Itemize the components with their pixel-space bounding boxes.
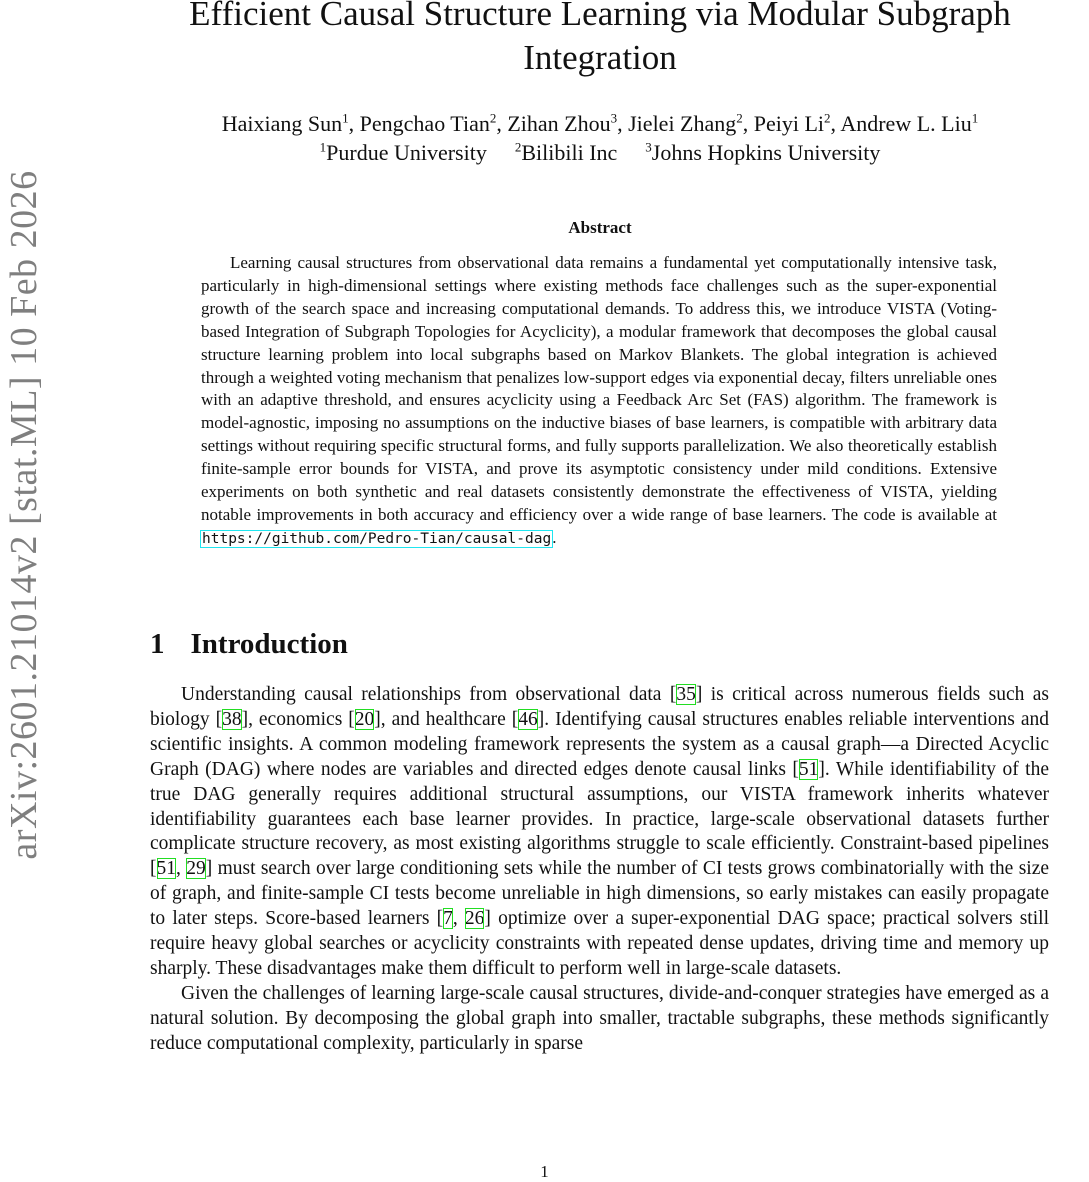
section-number: 1 xyxy=(150,628,165,660)
citation-link[interactable]: 7 xyxy=(443,908,453,930)
citation-link[interactable]: 46 xyxy=(518,708,538,730)
citation-link[interactable]: 35 xyxy=(676,684,696,705)
section-title: Introduction xyxy=(190,628,348,660)
author-affiliation-mark: 1 xyxy=(971,110,979,126)
page-number: 1 xyxy=(540,1162,549,1181)
affiliation: $^2$Bilibili Inc xyxy=(514,139,618,165)
intro-paragraph: Understanding causal relationships from observational data [35] is critical across numerous fields such as biology [38], economics [20], and healthcare [46]. Identifying causal structures enables reliable interventions and scientific insights. A common modeling framework represents the system as a causal graph—a Directed Acyclic Graph (DAG) where nodes are variables and directed edges denote causal links [51]. While identifiability of the true DAG generally requires additional structural assumptions, our VISTA framework inherits whatever identifiability guarantees each base learner provides. In practice, large-scale observational datasets further complicate structure recovery, as most existing algorithms struggle to scale efficiently. Constraint-based pipelines [51, 29] must search over large conditioning sets while the number of CI tests grows combinatorially with the size of graph, and finite-sample CI tests become unreliable in high dimensions, so early mistakes can easily propagate to later steps. Score-based learners [7, 26] optimize over a super-exponential DAG space; practical solvers still require heavy global searches or acyclicity constraints with repeated dense updates, driving time and memory up sharply. These disadvantages make them difficult to perform well in large-scale datasets. xyxy=(150,684,1050,979)
citation-link[interactable]: 20 xyxy=(354,708,375,730)
author-affiliation-mark: 2 xyxy=(736,110,743,126)
arxiv-sidebar xyxy=(0,0,48,1179)
citation-link[interactable]: 38 xyxy=(222,708,242,730)
author-name: Jielei Zhang xyxy=(628,111,737,136)
introduction-body xyxy=(150,683,1049,1057)
author-name: Zihan Zhou xyxy=(507,111,611,136)
citation-link[interactable]: 51 xyxy=(156,858,176,880)
abstract-end: . xyxy=(552,527,557,547)
affiliation-list xyxy=(150,139,1050,167)
paper-title: Efficient Causal Structure Learning via Modular Subgraph Integration xyxy=(189,0,1011,77)
author-list: Haixiang Sun$^1$, Pengchao Tian$^2$, Zihan Zhou$^3$, Jielei Zhang$^2$, Peiyi Li$^2$, Andrew L. Liu$^1$ xyxy=(221,110,979,136)
abstract-body xyxy=(201,252,997,551)
author-affiliation-mark: 2 xyxy=(824,110,831,126)
citation-link[interactable]: 51 xyxy=(798,758,819,780)
citation-link[interactable]: 26 xyxy=(464,908,485,930)
intro-paragraph: Given the challenges of learning large-scale causal structures, divide-and-conquer strategies have emerged as a natural solution. By decomposing the global graph into smaller, tractable subgraphs, these methods significantly reduce computational complexity, particularly in sparse xyxy=(150,982,1049,1054)
author-affiliation-mark: 1 xyxy=(342,110,349,126)
section-heading xyxy=(150,628,348,661)
author-affiliation-mark: 2 xyxy=(489,110,497,126)
affiliation: $^3$Johns Hopkins University xyxy=(645,139,881,165)
abstract-text: Learning causal structures from observational data remains a fundamental yet computationally intensive task, particularly in high-dimensional settings where existing methods face challenges such as the super-exponential growth of the search space and increasing computational demands. To address this, we introduce VISTA (Voting-based Integration of Subgraph Topologies for Acyclicity), a modular framework that decomposes the global causal structure learning problem into local subgraphs based on Markov Blankets. The global integration is achieved through a weighted voting mechanism that penalizes low-support edges via exponential decay, filters unreliable ones with an adaptive threshold, and ensures acyclicity using a Feedback Arc Set (FAS) algorithm. The framework is model-agnostic, imposing no assumptions on the inductive biases of base learners, is compatible with arbitrary data settings without requiring specific structural forms, and fully supports parallelization. We also theoretically establish finite-sample error bounds for VISTA, and prove its asymptotic consistency under mild conditions. Extensive experiments on both synthetic and real datasets consistently demonstrate the effectiveness of VISTA, yielding notable improvements in both accuracy and efficiency over a wide range of base learners. The code is available at xyxy=(201,253,997,524)
abstract-heading: Abstract xyxy=(568,218,632,237)
author-name: Peiyi Li xyxy=(753,111,825,136)
code-link[interactable]: https://github.com/Pedro-Tian/causal-dag xyxy=(202,530,552,547)
author-name: Pengchao Tian xyxy=(359,111,490,136)
author-affiliation-mark: 3 xyxy=(610,110,618,126)
arxiv-identifier: arXiv:2601.21014v2 [stat.ML] 10 Feb 2026 xyxy=(3,170,45,860)
affiliation: $^1$Purdue University xyxy=(319,139,487,165)
author-name: Andrew L. Liu xyxy=(840,111,972,136)
citation-link[interactable]: 29 xyxy=(186,858,206,880)
author-name: Haixiang Sun xyxy=(221,111,343,136)
